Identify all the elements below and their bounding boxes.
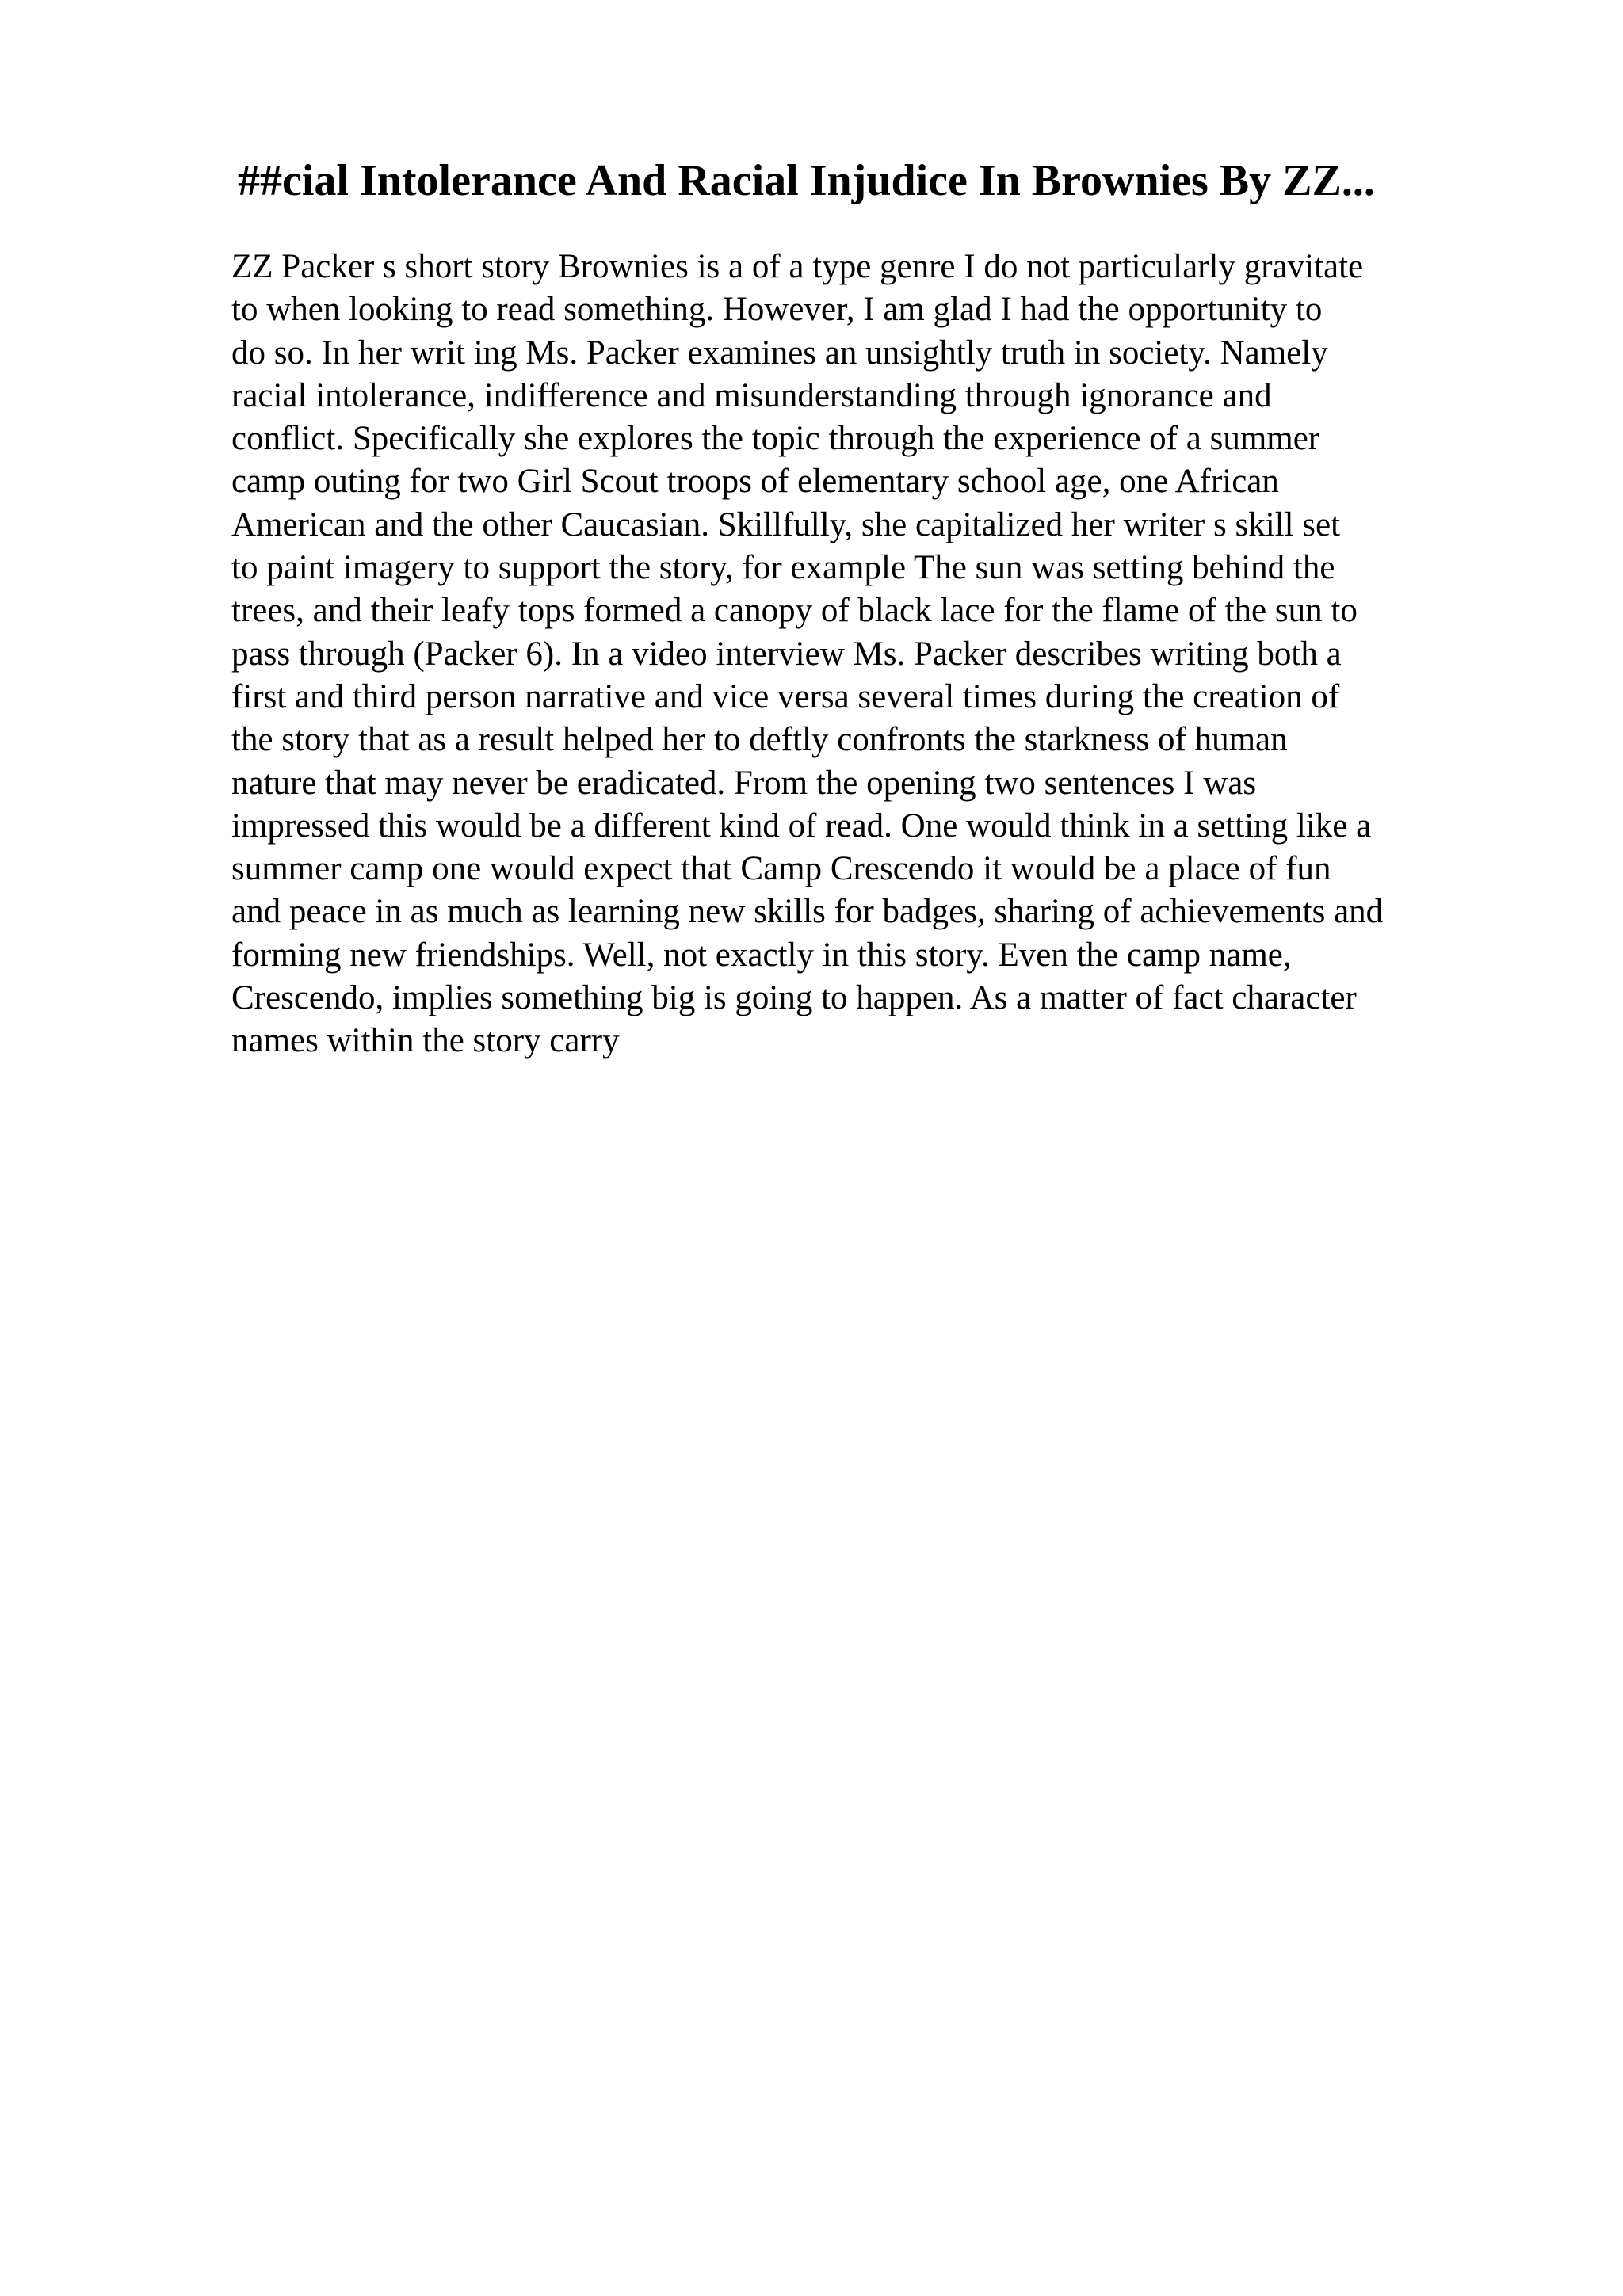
body-line: American and the other Caucasian. Skillfully, she capitalized her writer s skill set [231, 505, 1341, 543]
body-line: names within the story carry [231, 1022, 620, 1060]
body-line: impressed this would be a different kind of read. One would think in a setting like a [231, 807, 1372, 845]
body-line: the story that as a result helped her to deftly confronts the starkness of human [231, 721, 1288, 759]
body-line: ZZ Packer s short story Brownies is a of a type genre I do not particularly gravitate [231, 248, 1364, 285]
body-line: racial intolerance, indifference and misunderstanding through ignorance and [231, 376, 1272, 414]
document-title: ##cial Intolerance And Racial Injudice In Brownies By ZZ... [238, 156, 1375, 205]
body-line: to when looking to read something. However, I am glad I had the opportunity to [231, 291, 1323, 329]
body-line: and peace in as much as learning new skills for badges, sharing of achievements and [231, 893, 1384, 931]
document-body [231, 246, 1594, 1063]
body-line: do so. In her writ ing Ms. Packer examines an unsightly truth in society. Namely [231, 334, 1328, 372]
body-line: to paint imagery to support the story, for example The sun was setting behind the [231, 549, 1335, 587]
body-line: forming new friendships. Well, not exactly in this story. Even the camp name, [231, 936, 1292, 974]
body-line: trees, and their leafy tops formed a canopy of black lace for the flame of the sun to [231, 592, 1358, 630]
body-line: pass through (Packer 6). In a video interview Ms. Packer describes writing both a [231, 635, 1342, 673]
body-line: nature that may never be eradicated. From the opening two sentences I was [231, 764, 1257, 802]
body-line: conflict. Specifically she explores the topic through the experience of a summer [231, 420, 1320, 458]
body-line: Crescendo, implies something big is going to happen. As a matter of fact character [231, 979, 1357, 1017]
body-line: camp outing for two Girl Scout troops of elementary school age, one African [231, 463, 1279, 501]
body-line: summer camp one would expect that Camp Crescendo it would be a place of fun [231, 850, 1331, 888]
body-line: first and third person narrative and vice versa several times during the creation of [231, 677, 1340, 715]
